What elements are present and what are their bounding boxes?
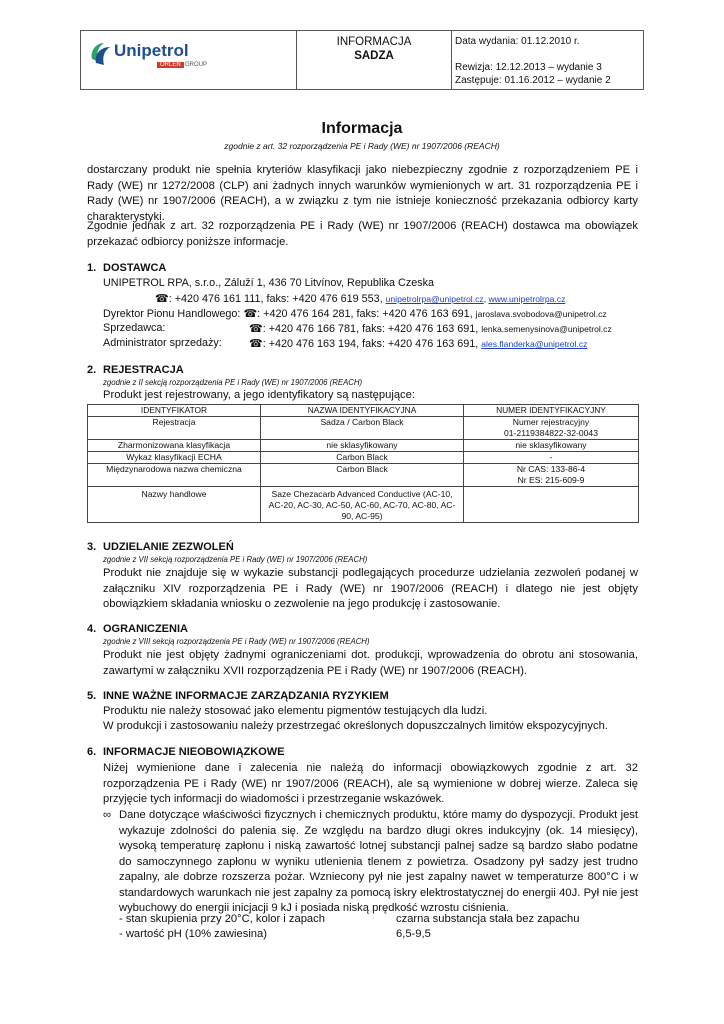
director-label: Dyrektor Pionu Handlowego: bbox=[103, 308, 244, 320]
table-cell: nie sklasyfikowany bbox=[464, 440, 639, 452]
infinity-bullet-icon: ∞ bbox=[103, 809, 111, 821]
section-3-note: zgodnie z VII sekcją rozporządzenia PE i Rady (WE) nr 1907/2006 (REACH) bbox=[103, 555, 368, 564]
table-cell: Międzynarodowa nazwa chemiczna bbox=[88, 464, 261, 487]
table-cell: Rejestracja bbox=[88, 417, 261, 440]
property-value-2: 6,5-9,5 bbox=[396, 928, 431, 940]
section-6-title: INFORMACJE NIEOBOWIĄZKOWE bbox=[103, 746, 285, 758]
bullet-text: Dane dotyczące właściwości fizycznych i chemicznych produktu, które mamy do dyspozycji. Produkt jest wykazuje zdolności do palenia się. Ze względu na bardzo długi okres indukcyjny (ok. 14 miesięcy), wysoką temperaturę zapłonu i niską zawartość lotnej substancji palnej sadze są bardzo słabo podatne do samoczynnego zapłonu w wyniku utlenienia tlenem z powietrza. Osadzony pył sadzy jest trudno zapalny, ale dobrze rozszerza pożar. Wzniecony pył nie jest zapalny nawet w temperaturze 800°C i w standardowych warunkach nie jest zapalny za pomocą iskry elektrostatycznej do energii 40J. Pył nie jest wybuchowy do energii inicjacji 9 kJ i posiada niską prędkość wzrostu ciśnienia. bbox=[119, 809, 638, 914]
admin-label: Administrator sprzedaży: bbox=[103, 337, 222, 349]
section-2-title: REJESTRACJA bbox=[103, 364, 184, 376]
document-header bbox=[80, 30, 644, 90]
revision-info: Rewizja: 12.12.2013 – wydanie 3 bbox=[455, 62, 602, 73]
table-row bbox=[88, 464, 639, 487]
property-label-2: - wartość pH (10% zawiesina) bbox=[119, 928, 267, 940]
phone-icon: ☎ bbox=[243, 308, 258, 320]
sales-phone: : +420 476 166 781, faks: +420 476 163 691, bbox=[262, 323, 482, 335]
section-2-body: Produkt jest rejestrowany, a jego identyfikatory są następujące: bbox=[103, 389, 415, 401]
table-cell: Wykaz klasyfikacji ECHA bbox=[88, 452, 261, 464]
table-cell: Sadza / Carbon Black bbox=[261, 417, 464, 440]
section-1-title: DOSTAWCA bbox=[103, 262, 167, 274]
unipetrol-logo-icon bbox=[88, 39, 114, 67]
supplier-contact-line bbox=[155, 292, 565, 305]
section-1-number: 1. bbox=[87, 262, 97, 274]
table-cell: Carbon Black bbox=[261, 452, 464, 464]
section-2-heading bbox=[87, 364, 184, 376]
property-value-1: czarna substancja stała bez zapachu bbox=[396, 913, 580, 925]
intro-paragraph-1: dostarczany produkt nie spełnia kryteriów klasyfikacji jako niebezpieczny zgodnie z rozporządzeniem PE i Rady (WE) nr 1272/2008 (CLP) ani żadnych innych warunków wymienionych w art. 31 rozporządzenia PE i Rady (WE) nr 1907/2006 (REACH), a w związku z tym nie istnieje konieczność przekazania odbiorcy karty charakterystyki. bbox=[87, 164, 638, 223]
admin-phone: : +420 476 163 194, faks: +420 476 163 691, bbox=[262, 338, 482, 350]
table-header: NAZWA IDENTYFIKACYJNA bbox=[261, 405, 464, 417]
section-4-title: OGRANICZENIA bbox=[103, 623, 188, 635]
section-5-heading bbox=[87, 690, 389, 702]
header-title: INFORMACJA bbox=[336, 36, 412, 48]
section-3-body: Produkt nie znajduje się w wykazie substancji podlegających procedurze udzielania zezwoleń podanej w załączniku XIV rozporządzenia PE i Rady (WE) nr 1907/2006 (REACH) i dlatego nie jest objęty obowiązkiem składania wniosku o zezwolenie na jego produkcję i zastosowanie. bbox=[103, 567, 638, 610]
supplier-web-link[interactable]: www.unipetrolrpa.cz bbox=[488, 294, 566, 304]
replaces-info: Zastępuje: 01.16.2012 – wydanie 2 bbox=[455, 75, 611, 86]
table-cell: nie sklasyfikowany bbox=[261, 440, 464, 452]
table-cell: Carbon Black bbox=[261, 464, 464, 487]
page-title: Informacja bbox=[321, 120, 403, 137]
section-6-bullets bbox=[103, 808, 638, 917]
supplier-contact-separator: , bbox=[483, 294, 489, 304]
director-email: jaroslava.svobodova@unipetrol.cz bbox=[475, 309, 607, 319]
section-5-line-2: W produkcji i zastosowaniu należy przestrzegać określonych dopuszczalnych limitów ekspozycyjnych. bbox=[103, 720, 608, 732]
table-row bbox=[88, 452, 639, 464]
admin-email-link[interactable]: ales.flanderka@unipetrol.cz bbox=[481, 339, 588, 349]
identifiers-table bbox=[87, 404, 639, 523]
table-cell: - bbox=[464, 452, 639, 464]
section-1-heading bbox=[87, 262, 166, 274]
sales-label: Sprzedawca: bbox=[103, 322, 166, 334]
section-4-note: zgodnie z VIII sekcją rozporządzenia PE i Rady (WE) nr 1907/2006 (REACH) bbox=[103, 637, 370, 646]
sales-contact-line bbox=[249, 322, 612, 335]
header-meta-cell bbox=[453, 31, 643, 89]
section-5-line-1: Produktu nie należy stosować jako elementu pigmentów testujących dla ludzi. bbox=[103, 705, 488, 717]
table-cell: Saze Chezacarb Advanced Conductive (AC-10, AC-20, AC-30, AC-50, AC-60, AC-70, AC-80, AC-90, AC-95) bbox=[261, 487, 464, 523]
section-6-heading bbox=[87, 746, 285, 758]
director-contact-line bbox=[103, 307, 607, 320]
table-cell: Zharmonizowana klasyfikacja bbox=[88, 440, 261, 452]
section-3-heading bbox=[87, 541, 234, 553]
table-cell bbox=[464, 487, 639, 523]
supplier-email-link[interactable]: unipetrolrpa@unipetrol.cz bbox=[385, 294, 484, 304]
phone-icon: ☎ bbox=[249, 338, 263, 350]
table-row bbox=[88, 440, 639, 452]
header-product: SADZA bbox=[354, 50, 394, 62]
intro-paragraph-2: Zgodnie jednak z art. 32 rozporządzenia PE i Rady (WE) nr 1907/2006 (REACH) dostawca ma obowiązek przekazać odbiorcy poniższe informacje. bbox=[87, 220, 638, 248]
sales-email: lenka.semenysinova@unipetrol.cz bbox=[481, 324, 612, 334]
page-subtitle: zgodnie z art. 32 rozporządzenia PE i Rady (WE) nr 1907/2006 (REACH) bbox=[224, 141, 500, 151]
list-item bbox=[103, 808, 638, 917]
section-4-heading bbox=[87, 623, 188, 635]
table-header: NUMER IDENTYFIKACYJNY bbox=[464, 405, 639, 417]
section-5-number: 5. bbox=[87, 690, 97, 702]
section-2-note: zgodnie z II sekcją rozporządzenia PE i Rady (WE) nr 1907/2006 (REACH) bbox=[103, 378, 363, 387]
supplier-company: UNIPETROL RPA, s.r.o., Záluží 1, 436 70 Litvínov, Republika Czeska bbox=[103, 277, 435, 289]
table-cell: Nr CAS: 133-86-4 Nr ES: 215-609-9 bbox=[464, 464, 639, 487]
admin-contact-line bbox=[249, 337, 587, 350]
section-2-number: 2. bbox=[87, 364, 97, 376]
section-6-body: Niżej wymienione dane i zalecenia nie należą do informacji obowiązkowych zgodnie z art. 32 rozporządzenia PE i Rady (WE) nr 1907/2006 (REACH), ale są wymienione w dobrej wierze. Zaleca się przyjęcie tych informacji do wiadomości i przestrzeganie wskazówek. bbox=[103, 762, 638, 805]
logo-orlen-text: ORLEN bbox=[157, 62, 184, 68]
table-cell: Nazwy handlowe bbox=[88, 487, 261, 523]
director-phone: : +420 476 164 281, faks: +420 476 163 691, bbox=[257, 308, 476, 320]
supplier-phone: : +420 476 161 111, faks: +420 476 619 553, bbox=[168, 293, 386, 305]
header-title-cell bbox=[297, 31, 452, 89]
property-label-1: - stan skupienia przy 20°C, kolor i zapach bbox=[119, 913, 325, 925]
issue-date: Data wydania: 01.12.2010 r. bbox=[455, 36, 580, 47]
table-row bbox=[88, 417, 639, 440]
phone-icon: ☎ bbox=[155, 293, 169, 305]
table-row bbox=[88, 487, 639, 523]
section-5-title: INNE WAŻNE INFORMACJE ZARZĄDZANIA RYZYKIEM bbox=[103, 690, 389, 702]
table-header: IDENTYFIKATOR bbox=[88, 405, 261, 417]
section-3-number: 3. bbox=[87, 541, 97, 553]
logo-cell bbox=[81, 31, 297, 89]
section-6-number: 6. bbox=[87, 746, 97, 758]
section-4-number: 4. bbox=[87, 623, 97, 635]
logo-group-text: GROUP bbox=[185, 62, 208, 68]
phone-icon: ☎ bbox=[249, 323, 263, 335]
section-3-title: UDZIELANIE ZEZWOLEŃ bbox=[103, 541, 234, 553]
table-cell: Numer rejestracyjny 01-2119384822-32-0043 bbox=[464, 417, 639, 440]
section-4-body: Produkt nie jest objęty żadnymi ograniczeniami dot. produkcji, wprowadzenia do obrotu ani stosowania, zawartymi w załączniku XVII rozporządzenia PE i Rady (WE) nr 1907/2006 (REACH). bbox=[103, 649, 638, 677]
logo-text: Unipetrol bbox=[114, 41, 189, 60]
